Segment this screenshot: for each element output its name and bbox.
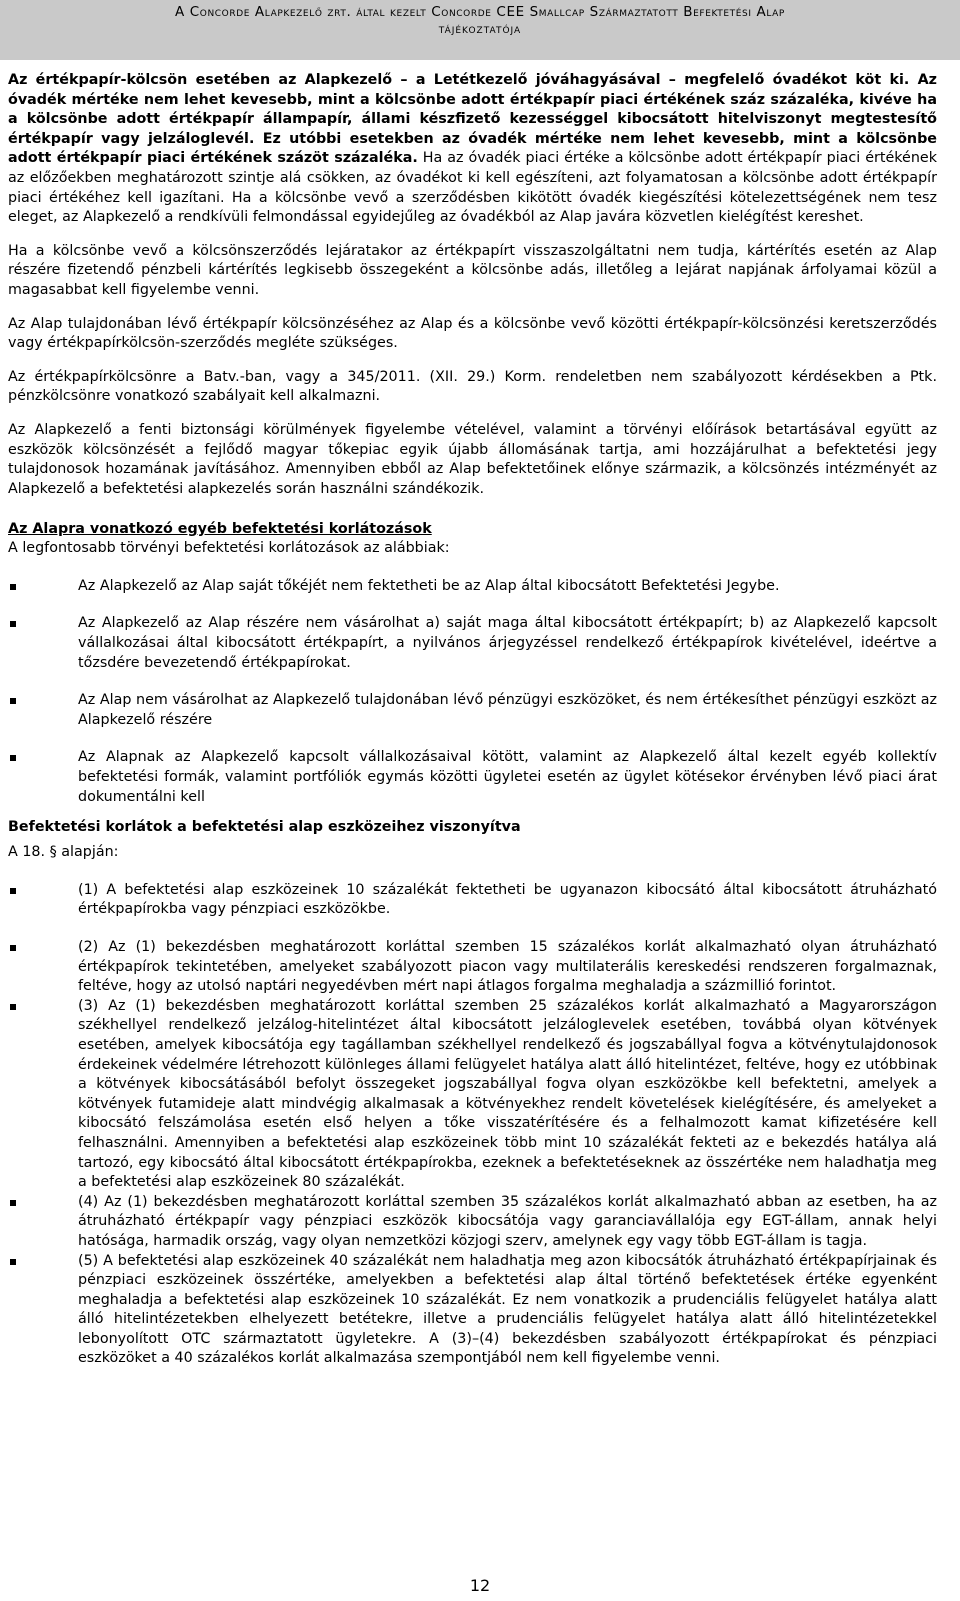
paragraph-agreement: Az Alap tulajdonában lévő értékpapír kölcsönzéséhez az Alap és a kölcsönbe vevő közötti értékpapír-kölcsönzési keretszerződés vagy értékpapírkölcsön-szerződés megléte szükséges. bbox=[8, 315, 937, 352]
square-bullet-icon bbox=[10, 1004, 16, 1010]
square-bullet-icon bbox=[10, 621, 16, 627]
section-title-other-restrictions: Az Alapra vonatkozó egyéb befektetési korlátozások bbox=[8, 521, 432, 538]
asset-limits-list bbox=[8, 881, 937, 1369]
list-item-text: Az Alapkezelő az Alap saját tőkéjét nem fektetheti be az Alap által kibocsátott Befektetési Jegybe. bbox=[78, 577, 780, 594]
square-bullet-icon bbox=[10, 1259, 16, 1265]
list-item bbox=[8, 1193, 937, 1252]
paragraph-applicable-law: Az értékpapírkölcsönre a Batv.-ban, vagy a 345/2011. (XII. 29.) Korm. rendeletben nem szabályozott kérdésekben a Ptk. pénzkölcsönre vonatkozó szabályait kell alkalmazni. bbox=[8, 368, 937, 405]
square-bullet-icon bbox=[10, 698, 16, 704]
square-bullet-icon bbox=[10, 1200, 16, 1206]
header-title-line1: A Concorde Alapkezelő zrt. által kezelt Concorde CEE Smallcap Származtatott Befektetési Alap bbox=[175, 4, 785, 20]
square-bullet-icon bbox=[10, 945, 16, 951]
section-intro-other-restrictions: A legfontosabb törvényi befektetési korlátozások az alábbiak: bbox=[8, 540, 450, 557]
list-item-text: (5) A befektetési alap eszközeinek 40 százalékát nem haladhatja meg azon kibocsátók átruházható értékpapírjainak és pénzpiaci eszközeinek összértéke, amelyekben a befektetési alap által történő befektetések értéke egyenként meghaladja a befektetési alap eszközeinek 10 százalékát. Ez nem vonatkozik a prudenciális felügyelet hatálya alatt álló hitelintézetekben elhelyezett betétekre, illetve a prudenciális felügyelet hatálya alatt álló hitelintézetekkel lebonyolított OTC származtatott ügyletekre. A (3)–(4) bekezdésben szabályozott értékpapírokat és pénzpiaci eszközöket a 40 százalékos korlát alkalmazása szempontjából nem kell figyelembe venni. bbox=[78, 1252, 937, 1367]
page-number: 12 bbox=[469, 1576, 491, 1595]
list-item bbox=[8, 997, 937, 1193]
list-item-text: (4) Az (1) bekezdésben meghatározott korláttal szemben 35 százalékos korlát alkalmazható abban az esetben, ha az átruházható értékpapír vagy pénzpiaci eszközök kibocsátója vagy garanciavállalója egy EGT-állam, annak helyi hatósága, harmadik ország, vagy olyan nemzetközi közjogi szerv, amelynek egy vagy több EGT-állam is tagja. bbox=[78, 1193, 937, 1249]
paragraph-compensation: Ha a kölcsönbe vevő a kölcsönszerződés lejáratakor az értékpapírt visszaszolgáltatni nem tudja, kártérítés esetén az Alap részére fizetendő pénzbeli kártérítés legkisebb összegeként a kölcsönbe adás, illetőleg a lejárat napjának árfolyamai közül a magasabbat kell figyelembe venni. bbox=[8, 242, 937, 298]
list-item bbox=[8, 577, 937, 597]
square-bullet-icon bbox=[10, 755, 16, 761]
square-bullet-icon bbox=[10, 888, 16, 894]
list-item-text: (3) Az (1) bekezdésben meghatározott korláttal szemben 25 százalékos korlát alkalmazható a Magyarországon székhellyel rendelkező jelzálog-hitelintézet által kibocsátott jelzáloglevelek esetében, továbbá olyan kötvények esetében, amelyek kibocsátója egy tagállamban székhellyel rendelkező és jogszabállyal fogva a kötvénytulajdonosok érdekeinek védelmére létrehozott különleges állami felügyelet hatálya alatt álló hitelintézet, feltéve, hogy ez utóbbinak a kötvények kibocsátásából befolyt összegeket jogszabállyal fogva olyan eszközökbe kell befektetni, amelyek a kötvények futamideje alatt mindvégig alkalmasak a kötvényekhez rendelt követelések kielégítésére, és amelyeket a kibocsátó felszámolása esetén első helyen a tőke visszatérítésére és a felhalmozott kamat kifizetésére kell felhasználni. Amennyiben a befektetési alap eszközeinek több mint 10 százalékát fekteti az e bekezdés hatálya alá tartozó, egy kibocsátó által kibocsátott értékpapírokba, ezeknek a befektetéseknek az összértéke nem haladhatja meg a befektetési alap eszközeinek 80 százalékát. bbox=[78, 997, 937, 1191]
list-item bbox=[8, 1252, 937, 1370]
list-item-text: Az Alapkezelő az Alap részére nem vásárolhat a) saját maga által kibocsátott értékpapírt; b) az Alapkezelő kapcsolt vállalkozásai által kibocsátott értékpapírt, a nyilvános árjegyzéssel rendelkező értékpapírok kivételével, ideértve a tőzsdére bevezetendő értékpapírokat. bbox=[78, 615, 937, 671]
document-body bbox=[8, 71, 937, 1369]
list-item bbox=[8, 614, 937, 673]
list-item-text: (2) Az (1) bekezdésben meghatározott korláttal szemben 15 százalékos korlát alkalmazható olyan átruházható értékpapírok tekintetében, amelyeket szabályozott piacon vagy multilaterális kereskedési rendszeren forgalmaznak, feltéve, hogy az utolsó naptári negyedévben mért napi átlagos forgalma meghaladja a százmillió forintot. bbox=[78, 939, 937, 995]
section-intro-asset-limits: A 18. § alapján: bbox=[8, 844, 119, 861]
list-item bbox=[8, 691, 937, 730]
square-bullet-icon bbox=[10, 584, 16, 590]
list-item-text: (1) A befektetési alap eszközeinek 10 százalékát fektetheti be ugyanazon kibocsátó által kibocsátott átruházható értékpapírokba vagy pénzpiaci eszközökbe. bbox=[78, 881, 937, 918]
list-item bbox=[8, 748, 937, 807]
header-title-line2: tájékoztatója bbox=[438, 21, 522, 36]
list-item-text: Az Alapnak az Alapkezelő kapcsolt vállalkozásaival kötött, valamint az Alapkezelő által kezelt egyéb kollektív befektetési formák, valamint portfóliók egymás közötti ügyletei esetén az ügylet kötésekor érvényben lévő piaci árat dokumentálni kell bbox=[78, 749, 937, 805]
restrictions-list bbox=[8, 577, 937, 807]
paragraph-collateral-rest: Ha az óvadék piaci értéke a kölcsönbe adott értékpapír piaci értékének az előzőekben meghatározott szintje alá csökken, az óvadékot ki kell egészíteni, azt folyamatosan a kölcsönbe adott értékpapír piaci értékéhez kell igazítani. Ha a kölcsönbe vevő a szerződésben kikötött óvadék kiegészítési kötelezettségének nem tesz eleget, az Alapkezelő a rendkívüli felmondással egyidejűleg az óvadékból az Alap javára közvetlen kielégítést kereshet. bbox=[8, 150, 937, 226]
list-item bbox=[8, 938, 937, 997]
paragraph-collateral-bold: Az értékpapír-kölcsön esetében az Alapkezelő – a Letétkezelő jóváhagyásával – megfelelő óvadékot köt ki. Az óvadék mértéke nem lehet kevesebb, mint a kölcsönbe adott értékpapír piaci értékének száz százaléka, kivéve ha a kölcsönbe adott értékpapír állampapír, állami készfizető kezességgel kibocsátott hitelviszonyt megtestesítő értékpapír vagy jelzáloglevél. Ez utóbbi esetekben az óvadék mértéke nem lehet kevesebb, mint a kölcsönbe adott értékpapír piaci értékének százöt százaléka. bbox=[8, 72, 937, 167]
list-item bbox=[8, 881, 937, 920]
paragraph-lending-policy: Az Alapkezelő a fenti biztonsági körülmények figyelembe vételével, valamint a törvényi előírások betartásával együtt az eszközök kölcsönzését a fejlődő magyar tőkepiac egyik újabb állomásának tartja, ami hozzájárulhat a befektetési jegy tulajdonosok hozamának javításához. Amennyiben ebből az Alap befektetőinek előnye származik, a kölcsönzés intézményét az Alapkezelő a befektetési alapkezelés során használni szándékozik. bbox=[8, 421, 937, 497]
section-title-asset-limits: Befektetési korlátok a befektetési alap eszközeihez viszonyítva bbox=[8, 819, 521, 836]
document-header bbox=[0, 0, 960, 60]
list-item-text: Az Alap nem vásárolhat az Alapkezelő tulajdonában lévő pénzügyi eszközöket, és nem értékesíthet pénzügyi eszközt az Alapkezelő részére bbox=[78, 692, 937, 728]
paragraph-collateral bbox=[8, 71, 937, 228]
